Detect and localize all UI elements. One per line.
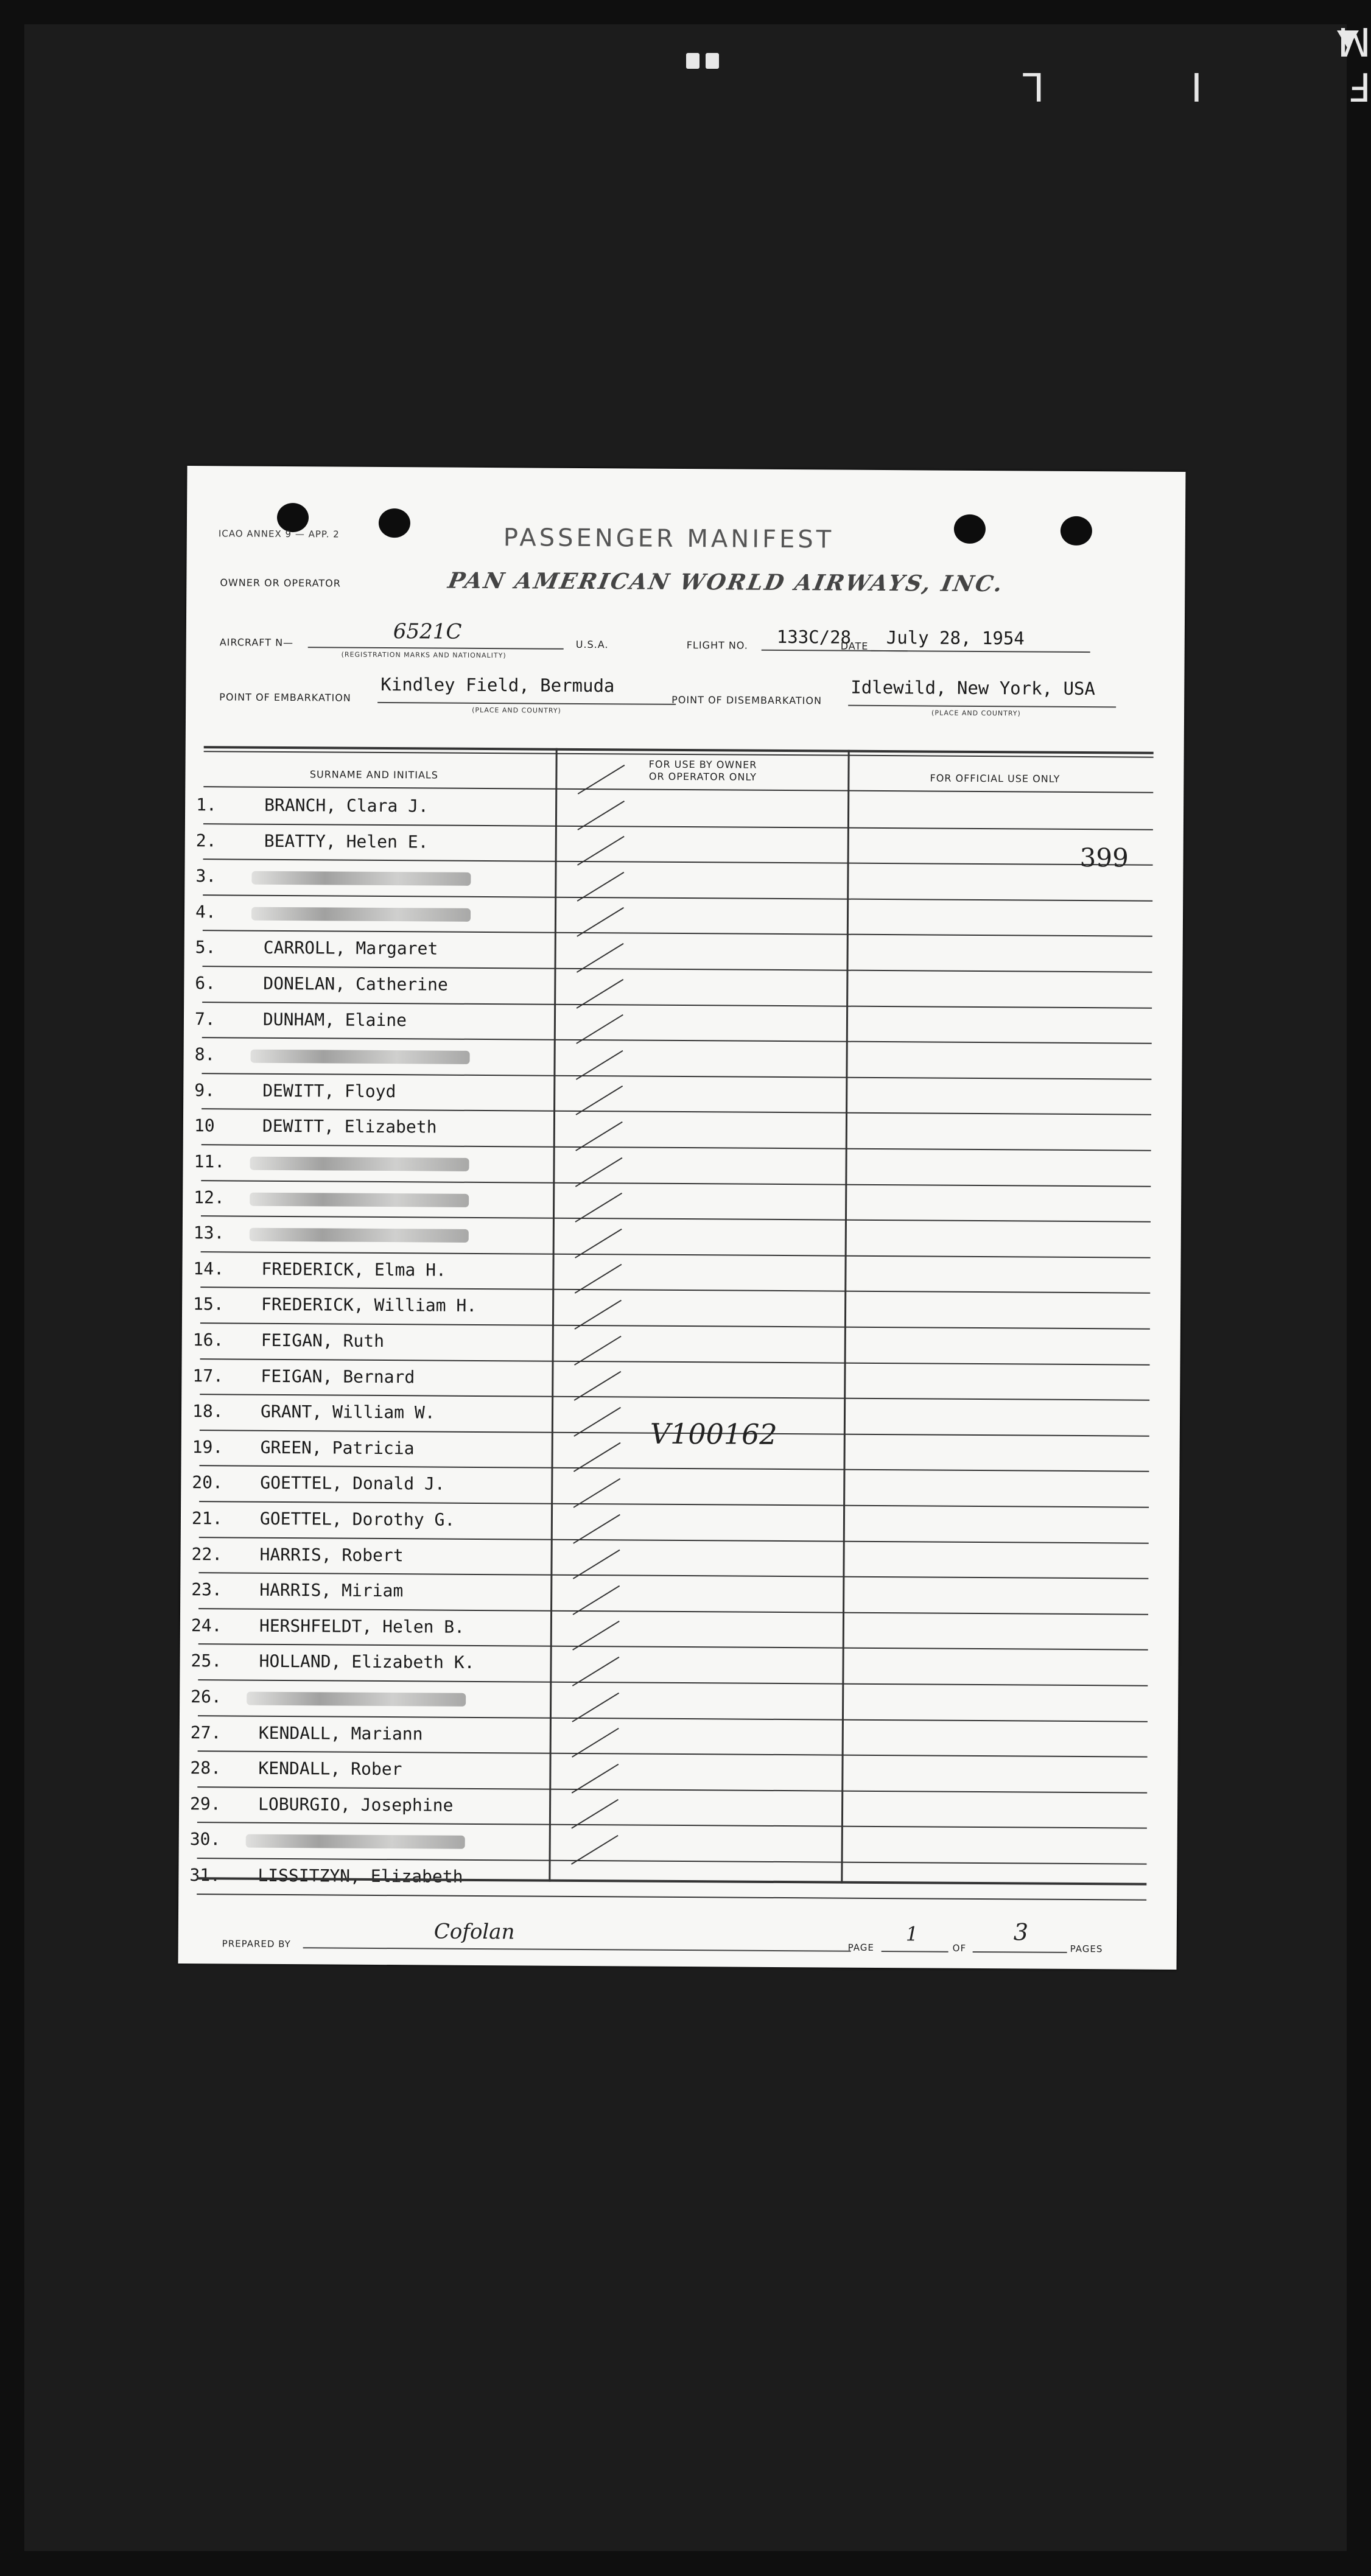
column-header-owner-use: FOR USE BY OWNER xyxy=(648,758,757,771)
row-number: 26. xyxy=(191,1686,222,1707)
prepared-by-signature: Cofolan xyxy=(433,1919,515,1945)
page-label: PAGE xyxy=(847,1942,874,1953)
row-number: 21. xyxy=(191,1508,223,1529)
row-number: 27. xyxy=(190,1722,222,1742)
table-row xyxy=(189,1823,1147,1865)
redacted-entry xyxy=(246,1834,465,1849)
row-number: 5. xyxy=(195,937,216,958)
aircraft-label: AIRCRAFT N— xyxy=(219,636,294,649)
redacted-entry xyxy=(250,1228,469,1243)
page-total: 3 xyxy=(1013,1918,1029,1946)
flight-number: 133C/28 xyxy=(776,626,852,648)
row-number: 28. xyxy=(190,1758,222,1778)
passenger-name: BEATTY, Helen E. xyxy=(264,830,429,852)
row-number: 14. xyxy=(193,1258,225,1279)
passenger-name: HERSHFELDT, Helen B. xyxy=(259,1615,465,1637)
pages-label: PAGES xyxy=(1070,1943,1103,1955)
table-row xyxy=(191,1609,1148,1651)
punch-hole xyxy=(1061,516,1092,546)
table-row xyxy=(191,1538,1148,1579)
aircraft-sub-label: (REGISTRATION MARKS AND NATIONALITY) xyxy=(341,650,507,660)
punch-hole xyxy=(379,508,410,538)
table-row xyxy=(195,860,1152,901)
row-number: 29. xyxy=(190,1793,221,1814)
table-row xyxy=(190,1788,1147,1829)
redacted-entry xyxy=(251,907,471,921)
row-rule xyxy=(197,1893,1146,1901)
flight-label: FLIGHT NO. xyxy=(686,639,748,651)
passenger-name: KENDALL, Rober xyxy=(258,1758,402,1780)
passenger-name: KENDALL, Mariann xyxy=(258,1722,423,1744)
row-number: 6. xyxy=(195,973,216,994)
passenger-name: DONELAN, Catherine xyxy=(263,973,448,995)
passenger-name: DUNHAM, Elaine xyxy=(262,1009,407,1030)
row-number: 30. xyxy=(189,1829,221,1850)
row-number: 24. xyxy=(191,1615,222,1636)
redacted-entry xyxy=(250,1192,469,1207)
table-row xyxy=(194,1074,1151,1115)
row-number: 19. xyxy=(192,1436,223,1458)
page-number: 1 xyxy=(905,1922,919,1946)
row-number: 2. xyxy=(195,830,217,851)
passenger-name: HARRIS, Robert xyxy=(259,1544,404,1565)
table-row xyxy=(194,1038,1151,1079)
passenger-name: GRANT, William W. xyxy=(260,1401,435,1423)
table-row xyxy=(193,1216,1151,1258)
table-row xyxy=(193,1252,1150,1294)
passenger-name: LISSITZYN, Elizabeth xyxy=(258,1865,463,1887)
usa-label: U.S.A. xyxy=(575,638,609,651)
redacted-entry xyxy=(247,1692,466,1707)
row-number: 16. xyxy=(192,1330,224,1350)
table-row xyxy=(194,1145,1151,1187)
redacted-entry xyxy=(251,871,471,886)
film-direction-triangle-icon xyxy=(1337,30,1359,49)
redacted-entry xyxy=(251,1050,470,1064)
passenger-name: LOBURGIO, Josephine xyxy=(258,1794,454,1816)
passenger-name: CARROLL, Margaret xyxy=(263,938,438,959)
date-label: DATE xyxy=(840,640,869,652)
row-number: 10 xyxy=(194,1115,215,1136)
redacted-entry xyxy=(250,1157,469,1171)
row-number: 15. xyxy=(193,1294,224,1314)
carrier-name: PAN AMERICAN WORLD AIRWAYS, INC. xyxy=(446,567,1006,597)
prepared-by-label: PREPARED BY xyxy=(222,1938,291,1950)
manifest-title: PASSENGER MANIFEST xyxy=(503,524,835,554)
table-row xyxy=(191,1573,1148,1615)
passenger-name: DEWITT, Floyd xyxy=(262,1080,396,1101)
passenger-name: HARRIS, Miriam xyxy=(259,1579,404,1601)
aircraft-registration: 6521C xyxy=(393,619,462,644)
table-row xyxy=(192,1360,1149,1401)
table-row xyxy=(192,1467,1149,1508)
disembarkation-place: Idlewild, New York, USA xyxy=(850,676,1096,700)
table-row xyxy=(191,1680,1148,1722)
table-row xyxy=(195,932,1152,973)
row-number: 11. xyxy=(194,1151,225,1172)
passenger-name: FREDERICK, William H. xyxy=(261,1294,477,1316)
table-row xyxy=(196,788,1153,830)
manifest-sheet xyxy=(178,466,1186,1970)
passenger-name: HOLLAND, Elizabeth K. xyxy=(259,1651,475,1673)
table-row xyxy=(194,1003,1152,1044)
manifest-table xyxy=(189,746,1153,1890)
table-row xyxy=(192,1324,1150,1365)
passenger-name: FREDERICK, Elma H. xyxy=(261,1258,447,1280)
passenger-name: DEWITT, Elizabeth xyxy=(262,1116,437,1137)
passenger-name: FEIGAN, Bernard xyxy=(261,1366,415,1387)
film-strip-edge xyxy=(640,0,1371,108)
row-number: 23. xyxy=(191,1579,222,1600)
table-row xyxy=(195,896,1152,937)
row-number: 1. xyxy=(196,795,217,815)
embarkation-place: Kindley Field, Bermuda xyxy=(380,673,615,697)
row-number: 18. xyxy=(192,1401,223,1422)
table-row xyxy=(191,1502,1149,1543)
table-row xyxy=(191,1645,1148,1686)
passenger-name: BRANCH, Clara J. xyxy=(264,795,429,816)
table-row xyxy=(190,1716,1148,1758)
row-number: 3. xyxy=(195,866,217,886)
of-label: OF xyxy=(952,1942,967,1954)
table-row xyxy=(194,1181,1151,1223)
passenger-name: FEIGAN, Ruth xyxy=(261,1330,385,1352)
row-number: 20. xyxy=(192,1472,223,1493)
row-number: 12. xyxy=(194,1187,225,1208)
column-header-surname: SURNAME AND INITIALS xyxy=(309,768,439,781)
passenger-name: GOETTEL, Donald J. xyxy=(260,1473,445,1495)
row-number: 13. xyxy=(193,1223,225,1243)
row-number: 25. xyxy=(191,1651,222,1671)
embarkation-label: POINT OF EMBARKATION xyxy=(219,691,351,704)
passenger-name: GREEN, Patricia xyxy=(260,1437,415,1459)
disembarkation-sub-label: (PLACE AND COUNTRY) xyxy=(931,709,1021,718)
official-stamp-number: 399 xyxy=(1079,842,1129,873)
film-label: F I L M xyxy=(955,18,1371,108)
table-row xyxy=(195,824,1153,866)
table-row xyxy=(195,967,1152,1008)
flight-date: July 28, 1954 xyxy=(886,627,1025,649)
row-number: 22. xyxy=(191,1543,223,1564)
row-number: 4. xyxy=(195,901,216,922)
owner-label: OWNER OR OPERATOR xyxy=(220,577,341,589)
disembarkation-label: POINT OF DISEMBARKATION xyxy=(671,693,822,707)
embarkation-sub-label: (PLACE AND COUNTRY) xyxy=(472,706,561,715)
passenger-name: GOETTEL, Dorothy G. xyxy=(259,1508,455,1530)
form-code: ICAO ANNEX 9 — APP. 2 xyxy=(218,528,340,540)
column-header-official: FOR OFFICIAL USE ONLY xyxy=(930,772,1061,785)
row-number: 8. xyxy=(194,1044,216,1065)
table-row xyxy=(193,1288,1150,1330)
row-number: 9. xyxy=(194,1079,216,1101)
row-number: 17. xyxy=(192,1365,224,1386)
table-row xyxy=(190,1752,1147,1793)
table-row xyxy=(194,1110,1151,1151)
sprocket-marks xyxy=(686,33,725,79)
row-number: 7. xyxy=(194,1008,216,1029)
visa-note: V100162 xyxy=(650,1417,777,1451)
punch-hole xyxy=(954,514,986,544)
row-number: 31. xyxy=(189,1865,221,1886)
column-header-owner-use-2: OR OPERATOR ONLY xyxy=(648,770,757,783)
